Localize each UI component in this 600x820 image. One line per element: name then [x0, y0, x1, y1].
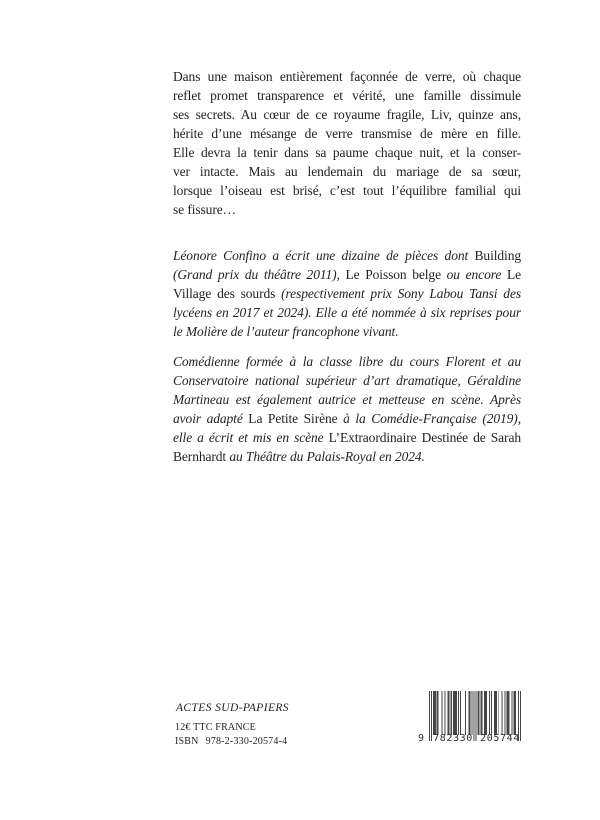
text-line: [173, 246, 521, 265]
text-segment: L’Extraordinaire Destinée de Sarah: [328, 430, 521, 445]
price-text: 12€ TTC FRANCE: [175, 722, 256, 733]
director-bio-paragraph: [173, 352, 521, 466]
text-line: [173, 390, 521, 409]
text-segment: Dans une maison entièrement façonnée de verre, où chaque: [173, 69, 521, 84]
publisher-logo: ACTES SUD-PAPIERS: [176, 702, 289, 714]
text-segment: Le: [506, 267, 521, 282]
isbn-number: 978-2-330-20574-4: [205, 736, 288, 747]
text-segment: avoir adapté: [173, 411, 249, 426]
author-bio-paragraph: [173, 246, 521, 341]
synopsis-paragraph: [173, 67, 521, 219]
text-line: [173, 200, 521, 219]
text-segment: Elle devra la tenir dans sa paume chaque nuit, et la conser-: [173, 145, 521, 160]
text-segment: se fissure…: [173, 202, 237, 217]
ean13-barcode: [418, 691, 521, 749]
text-line: [173, 352, 521, 371]
text-line: [173, 447, 521, 466]
text-segment: (Grand prix du théâtre 2011),: [173, 267, 346, 282]
text-segment: au Théâtre du Palais-Royal en 2024.: [229, 449, 425, 464]
text-segment: La Petite Sirène: [248, 411, 344, 426]
text-segment: Conservatoire national supérieur d’art dramatique, Géraldine: [173, 373, 521, 388]
text-segment: Martineau est également autrice et metteuse en scène. Après: [173, 392, 521, 407]
isbn-label: ISBN: [175, 736, 199, 747]
text-segment: hérite d’une mésange de verre transmise de mère en fille.: [173, 126, 521, 141]
text-segment: lycéens en 2017 et 2024). Elle a été nommée à six reprises pour: [173, 305, 521, 320]
text-line: [173, 181, 521, 200]
text-line: [173, 67, 521, 86]
text-line: [173, 322, 521, 341]
barcode-digits-left: 782330: [433, 733, 473, 744]
barcode-digits-right: 205744: [480, 733, 520, 744]
text-segment: elle a écrit et mis en scène: [173, 430, 329, 445]
text-segment: ou encore: [446, 267, 507, 282]
text-segment: à la Comédie-Française (2019),: [343, 411, 521, 426]
text-line: [173, 284, 521, 303]
text-segment: Bernhardt: [173, 449, 230, 464]
isbn-line: [175, 736, 287, 747]
text-segment: Building: [474, 248, 521, 263]
text-line: [173, 409, 521, 428]
text-segment: (respectivement prix Sony Labou Tansi des: [281, 286, 521, 301]
text-segment: reflet promet transparence et vérité, une famille dissimule: [173, 88, 521, 103]
text-line: [173, 105, 521, 124]
text-line: [173, 428, 521, 447]
text-line: [173, 371, 521, 390]
text-segment: Léonore Confino a écrit une dizaine de pièces dont: [173, 248, 475, 263]
text-segment: ses secrets. Au cœur de ce royaume fragile, Liv, quinze ans,: [173, 107, 521, 122]
text-line: [173, 86, 521, 105]
text-segment: Le Poisson belge: [345, 267, 447, 282]
text-line: [173, 303, 521, 322]
text-line: [173, 124, 521, 143]
text-segment: lorsque l’oiseau est brisé, c’est tout l’équilibre familial qui: [173, 183, 521, 198]
text-segment: Village des sourds: [173, 286, 282, 301]
text-segment: Comédienne formée à la classe libre du cours Florent et au: [173, 354, 521, 369]
text-line: [173, 162, 521, 181]
barcode-digit-prefix: 9: [418, 733, 425, 744]
text-line: [173, 143, 521, 162]
text-segment: ver intacte. Mais au lendemain du mariage de sa sœur,: [173, 164, 521, 179]
text-segment: le Molière de l’auteur francophone vivant.: [173, 324, 399, 339]
text-line: [173, 265, 521, 284]
